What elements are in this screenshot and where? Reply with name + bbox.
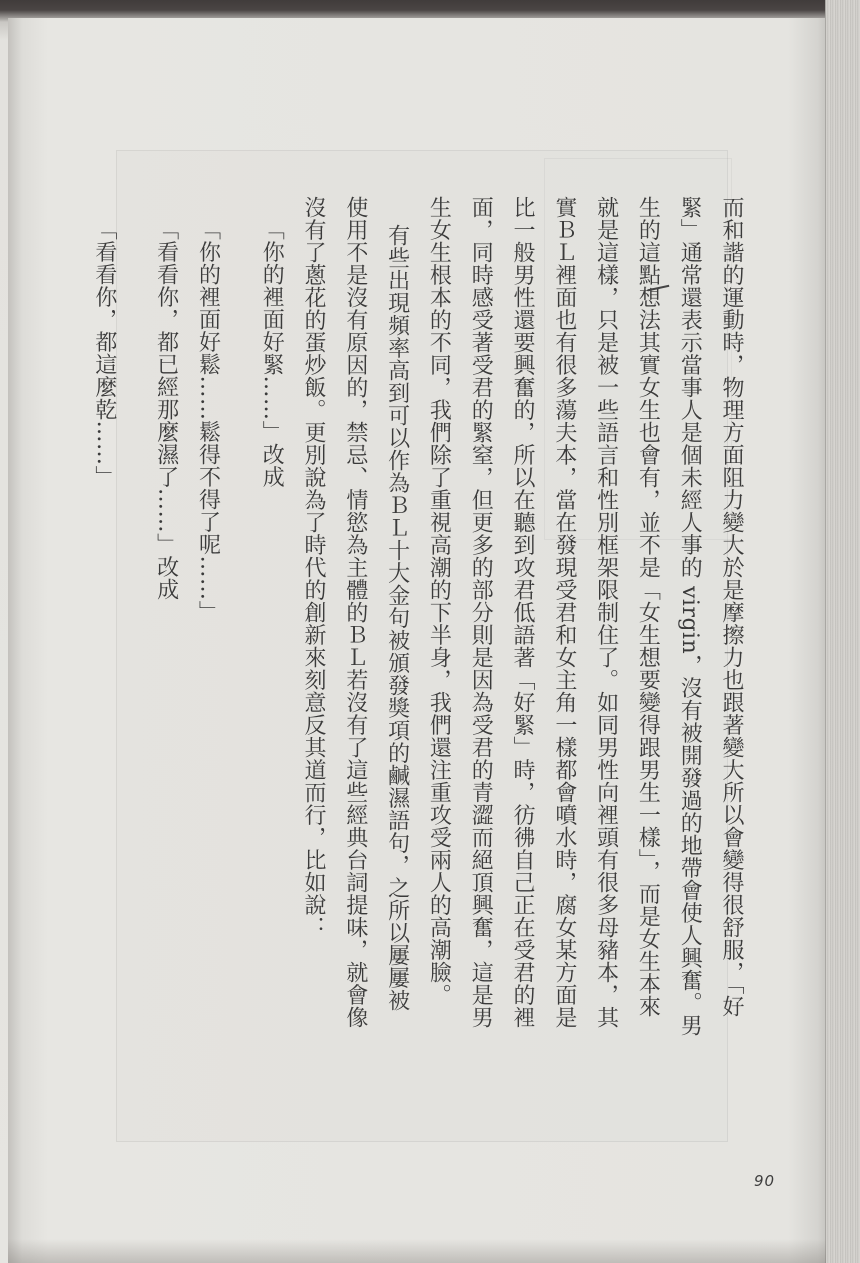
quote-line: 「看看你，都已經那麼濕了……」改成: [153, 218, 179, 601]
text-line: 生女生根本的不同，我們除了重視高潮的下半身，我們還注重攻受兩人的高潮臉。: [426, 196, 452, 1006]
page-number: 90: [754, 1172, 776, 1190]
text-line: 生的這點想法其實女生也會有，並不是「女生想要變得跟男生一樣」，而是女生本來: [635, 196, 661, 1018]
book-page-edges: [825, 0, 860, 1263]
vertical-text-body: [82, 196, 752, 1096]
quote-line: 「你的裡面好鬆……鬆得不得了呢……」: [195, 218, 221, 623]
text-line: 而和諧的運動時，物理方面阻力變大於是摩擦力也跟著變大所以會變得很舒服，「好: [719, 196, 744, 1018]
text-line: 沒有了蔥花的蛋炒飯。更別說為了時代的創新來刻意反其道而行，比如說：: [301, 196, 327, 939]
page-bottom-shadow: [8, 1239, 826, 1263]
text-line: 使用不是沒有原因的，禁忌、情慾為主體的ＢＬ若沒有了這些經典台詞提味，就會像: [342, 196, 368, 1029]
text-line: 就是這樣，只是被一些語言和性別框架限制住了。如同男性向裡頭有很多母豬本，其: [593, 196, 619, 1029]
quote-line: 「你的裡面好緊……」改成: [259, 218, 285, 488]
quote-line: 「看看你，都這麼乾……」: [91, 218, 117, 488]
text-line: 面，同時感受著受君的緊窒，但更多的部分則是因為受君的青澀而絕頂興奮，這是男: [468, 196, 494, 1029]
text-line: 比一般男性還要興奮的，所以在聽到攻君低語著「好緊」時，彷彿自己正在受君的裡: [510, 196, 536, 1029]
text-line: 緊」通常還表示當事人是個未經人事的 virgin，沒有被開發過的地帶會使人興奮。男: [677, 196, 703, 1037]
text-line: 實ＢＬ裡面也有很多蕩夫本，當在發現受君和女主角一樣都會噴水時，腐女某方面是: [551, 196, 577, 1029]
text-line: 有些出現頻率高到可以作為ＢＬ十大金句被頒發獎項的鹹濕語句，之所以屢屢被: [384, 224, 410, 1012]
